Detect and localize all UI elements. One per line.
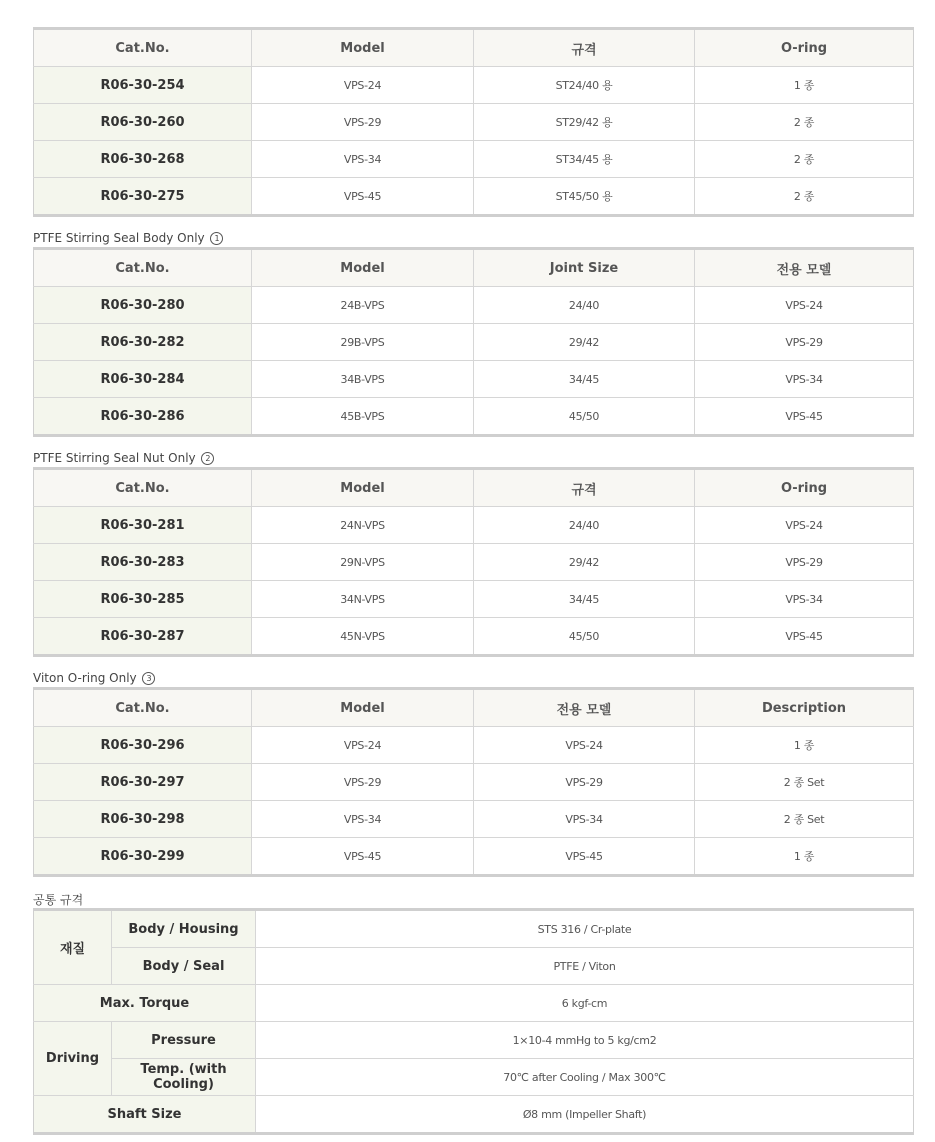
spec-cell: 45/50 xyxy=(474,618,695,656)
table-row xyxy=(34,544,914,581)
table-header-row xyxy=(34,249,914,287)
spec-table-4 xyxy=(33,687,914,877)
dedicated-model-cell: VPS-29 xyxy=(474,764,695,801)
header-o-ring: O-ring xyxy=(695,469,914,507)
dedicated-model-cell: VPS-45 xyxy=(474,838,695,876)
model-cell: VPS-45 xyxy=(252,838,474,876)
model-cell: VPS-29 xyxy=(252,104,474,141)
joint-size-cell: 29/42 xyxy=(474,324,695,361)
header-o-ring: O-ring xyxy=(695,29,914,67)
joint-size-cell: 24/40 xyxy=(474,287,695,324)
table-row xyxy=(34,727,914,764)
model-cell: 45B-VPS xyxy=(252,398,474,436)
o-ring-cell: VPS-24 xyxy=(695,507,914,544)
table-row xyxy=(34,801,914,838)
table-row xyxy=(34,141,914,178)
header-model: Model xyxy=(252,29,474,67)
cat-no-cell: R06-30-260 xyxy=(34,104,252,141)
table-row xyxy=(34,324,914,361)
caption-text: PTFE Stirring Seal Body Only xyxy=(33,231,205,245)
dedicated-model-cell: VPS-24 xyxy=(695,287,914,324)
spec-table-1 xyxy=(33,27,914,217)
table-row xyxy=(34,985,914,1022)
spec-cell: 34/45 xyxy=(474,581,695,618)
table-row xyxy=(34,361,914,398)
cat-no-cell: R06-30-281 xyxy=(34,507,252,544)
header-dedicated-model: 전용 모델 xyxy=(695,249,914,287)
circled-number-marker: 3 xyxy=(142,672,155,685)
model-cell: VPS-29 xyxy=(252,764,474,801)
spec-table-3-wrapper xyxy=(33,467,913,657)
model-cell: VPS-24 xyxy=(252,727,474,764)
body-housing-value: STS 316 / Cr-plate xyxy=(256,910,914,948)
caption-text: Viton O-ring Only xyxy=(33,671,137,685)
table-header-row xyxy=(34,29,914,67)
table-row xyxy=(34,1022,914,1059)
spec-table-2-wrapper xyxy=(33,247,913,437)
header-model: Model xyxy=(252,249,474,287)
cat-no-cell: R06-30-285 xyxy=(34,581,252,618)
driving-label: Driving xyxy=(34,1022,112,1096)
cat-no-cell: R06-30-280 xyxy=(34,287,252,324)
shaft-size-label: Shaft Size xyxy=(34,1096,256,1134)
caption-text: PTFE Stirring Seal Nut Only xyxy=(33,451,196,465)
dedicated-model-cell: VPS-34 xyxy=(474,801,695,838)
header-cat-no: Cat.No. xyxy=(34,469,252,507)
spec-cell: 24/40 xyxy=(474,507,695,544)
temp-label: Temp. (with Cooling) xyxy=(112,1059,256,1096)
header-cat-no: Cat.No. xyxy=(34,29,252,67)
o-ring-cell: 2 종 xyxy=(695,104,914,141)
table-row xyxy=(34,618,914,656)
caption-text: 공통 규격 xyxy=(33,893,84,907)
model-cell: 24B-VPS xyxy=(252,287,474,324)
spec-cell: ST34/45 용 xyxy=(474,141,695,178)
cat-no-cell: R06-30-284 xyxy=(34,361,252,398)
cat-no-cell: R06-30-299 xyxy=(34,838,252,876)
dedicated-model-cell: VPS-45 xyxy=(695,398,914,436)
table-row xyxy=(34,910,914,948)
header-cat-no: Cat.No. xyxy=(34,689,252,727)
o-ring-cell: VPS-29 xyxy=(695,544,914,581)
section-caption-body-only xyxy=(33,231,223,245)
joint-size-cell: 45/50 xyxy=(474,398,695,436)
spec-table-1-wrapper xyxy=(33,27,913,217)
body-seal-value: PTFE / Viton xyxy=(256,948,914,985)
cat-no-cell: R06-30-254 xyxy=(34,67,252,104)
model-cell: VPS-34 xyxy=(252,141,474,178)
pressure-value: 1×10-4 mmHg to 5 kg/cm2 xyxy=(256,1022,914,1059)
header-spec: 규격 xyxy=(474,29,695,67)
model-cell: 29N-VPS xyxy=(252,544,474,581)
joint-size-cell: 34/45 xyxy=(474,361,695,398)
o-ring-cell: 1 종 xyxy=(695,67,914,104)
pressure-label: Pressure xyxy=(112,1022,256,1059)
cat-no-cell: R06-30-283 xyxy=(34,544,252,581)
spec-table-2 xyxy=(33,247,914,437)
body-housing-label: Body / Housing xyxy=(112,910,256,948)
cat-no-cell: R06-30-275 xyxy=(34,178,252,216)
o-ring-cell: 2 종 xyxy=(695,178,914,216)
o-ring-cell: VPS-34 xyxy=(695,581,914,618)
header-dedicated-model: 전용 모델 xyxy=(474,689,695,727)
body-seal-label: Body / Seal xyxy=(112,948,256,985)
dedicated-model-cell: VPS-29 xyxy=(695,324,914,361)
dedicated-model-cell: VPS-34 xyxy=(695,361,914,398)
cat-no-cell: R06-30-287 xyxy=(34,618,252,656)
model-cell: VPS-34 xyxy=(252,801,474,838)
spec-cell: ST24/40 용 xyxy=(474,67,695,104)
spec-table-3 xyxy=(33,467,914,657)
header-cat-no: Cat.No. xyxy=(34,249,252,287)
table-row xyxy=(34,948,914,985)
dedicated-model-cell: VPS-24 xyxy=(474,727,695,764)
table-row xyxy=(34,838,914,876)
header-model: Model xyxy=(252,689,474,727)
table-row xyxy=(34,764,914,801)
table-row xyxy=(34,507,914,544)
header-joint-size: Joint Size xyxy=(474,249,695,287)
cat-no-cell: R06-30-296 xyxy=(34,727,252,764)
description-cell: 1 종 xyxy=(695,838,914,876)
description-cell: 2 종 Set xyxy=(695,764,914,801)
section-caption-nut-only xyxy=(33,451,214,465)
table-header-row xyxy=(34,469,914,507)
table-row xyxy=(34,287,914,324)
max-torque-value: 6 kgf-cm xyxy=(256,985,914,1022)
cat-no-cell: R06-30-297 xyxy=(34,764,252,801)
table-row xyxy=(34,1096,914,1134)
model-cell: VPS-45 xyxy=(252,178,474,216)
temp-value: 70℃ after Cooling / Max 300℃ xyxy=(256,1059,914,1096)
o-ring-cell: VPS-45 xyxy=(695,618,914,656)
common-spec-table-wrapper xyxy=(33,908,913,1135)
section-caption-o-ring-only xyxy=(33,671,155,685)
spec-cell: ST45/50 용 xyxy=(474,178,695,216)
table-row xyxy=(34,104,914,141)
model-cell: 24N-VPS xyxy=(252,507,474,544)
spec-cell: ST29/42 용 xyxy=(474,104,695,141)
table-row xyxy=(34,398,914,436)
shaft-size-value: Ø8 mm (Impeller Shaft) xyxy=(256,1096,914,1134)
model-cell: 29B-VPS xyxy=(252,324,474,361)
header-spec: 규격 xyxy=(474,469,695,507)
model-cell: 34B-VPS xyxy=(252,361,474,398)
description-cell: 1 종 xyxy=(695,727,914,764)
header-model: Model xyxy=(252,469,474,507)
spec-cell: 29/42 xyxy=(474,544,695,581)
material-label: 재질 xyxy=(34,910,112,985)
cat-no-cell: R06-30-286 xyxy=(34,398,252,436)
model-cell: 45N-VPS xyxy=(252,618,474,656)
section-caption-common-spec xyxy=(33,891,83,908)
spec-table-4-wrapper xyxy=(33,687,913,877)
header-description: Description xyxy=(695,689,914,727)
model-cell: 34N-VPS xyxy=(252,581,474,618)
table-row xyxy=(34,1059,914,1096)
o-ring-cell: 2 종 xyxy=(695,141,914,178)
description-cell: 2 종 Set xyxy=(695,801,914,838)
table-header-row xyxy=(34,689,914,727)
circled-number-marker: 1 xyxy=(210,232,223,245)
cat-no-cell: R06-30-282 xyxy=(34,324,252,361)
cat-no-cell: R06-30-298 xyxy=(34,801,252,838)
max-torque-label: Max. Torque xyxy=(34,985,256,1022)
cat-no-cell: R06-30-268 xyxy=(34,141,252,178)
circled-number-marker: 2 xyxy=(201,452,214,465)
table-row xyxy=(34,178,914,216)
table-row xyxy=(34,67,914,104)
model-cell: VPS-24 xyxy=(252,67,474,104)
table-row xyxy=(34,581,914,618)
common-spec-table xyxy=(33,908,914,1135)
